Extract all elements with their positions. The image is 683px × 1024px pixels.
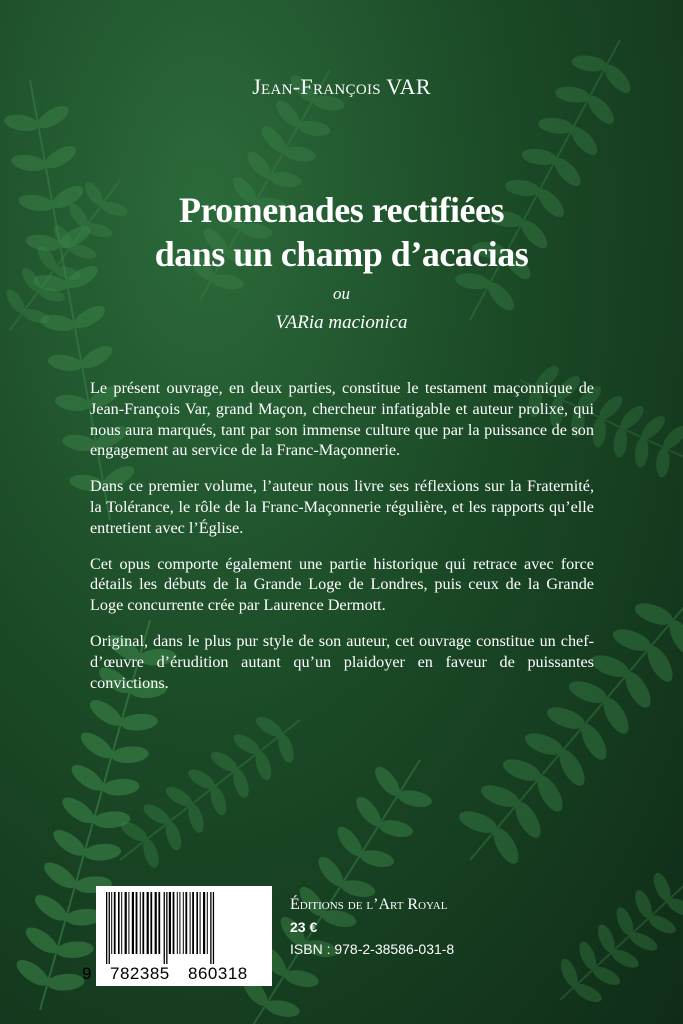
leaflet [612,427,628,458]
barcode-bar [136,892,138,954]
barcode-bar [190,892,191,954]
leaflet [54,392,91,413]
barcode-bar [128,892,129,954]
title-conjunction: ou [333,284,350,303]
barcode-bar [177,892,178,954]
leaflet [34,102,72,133]
leaflet [56,940,95,959]
barcode-bar [114,892,116,954]
author-name: Jean-François VAR [252,74,431,99]
publisher-name: Éditions de l’Art Royal [290,896,448,913]
blurb [90,378,594,708]
leaflet [521,147,558,167]
blurb-paragraph-2: Dans ce premier volume, l’auteur nous livre ses réflexions sur la Fraternité, la Tolérance, le rôle de la Franc-Maçonnerie régulière, et les rapports qu’elle entretient avec l’Église. [90,477,594,537]
barcode-bar [111,892,112,954]
barcode-bar [132,892,134,954]
barcode-bar [118,892,120,954]
blurb-paragraph-1: Le présent ouvrage, en deux parties, constitue le testament maçonnique de Jean-François Var, grand Maçon, chercheur infatigable et auteur prolixe, qui nous aura marqués, tant par son immense culture que par la puissance de son engagement au service de la Franc-Maçonnerie. [90,379,594,460]
leaflet [47,352,84,373]
barcode-bar [106,892,107,964]
isbn: ISBN : 978-2-38586-031-8 [290,941,455,957]
frond-stem [250,760,420,1024]
barcode-bar [207,892,208,954]
barcode-bar [179,892,180,954]
leaflet [537,116,574,136]
barcode-bar [169,892,171,954]
barcode-bar [210,892,211,964]
barcode-bar [183,892,184,954]
barcode-bar [173,892,175,954]
leaflet [268,170,302,189]
leaflet [10,152,47,173]
barcode-bar [125,892,127,954]
leaflet [78,342,116,373]
leaflet [83,843,122,862]
barcode-bar [185,892,187,954]
leaflet [3,112,40,133]
barcode-bar [142,892,144,954]
acacia-frond [557,871,683,1006]
blurb-paragraph-4: Original, dans le plus pur style de son auteur, cet ouvrage constitue un chef-d’œuvre d’érudition autant qu’un plaidoyer en faveur de puissantes convictions. [90,631,594,692]
barcode-bar [140,892,141,954]
barcode-bars [96,886,272,966]
title-line-1: Promenades rectifiées [178,190,505,230]
barcode-bar [150,892,152,954]
barcode-bar [213,892,214,964]
barcode-bar [147,892,149,954]
barcode-group-2: 860318 [188,964,248,983]
acacia-frond [118,713,300,870]
price: 23 € [290,919,318,935]
leaflet [634,437,650,468]
book-subtitle: VARia macionica [275,312,408,333]
barcode-group-1: 782385 [110,964,170,983]
leaflet [282,144,316,163]
leaflet [111,745,150,764]
leaflet [46,973,85,992]
leaflet [41,142,79,173]
barcode-bar [164,892,165,964]
barcode-first-digit: 9 [82,964,92,983]
leaflet [297,119,331,138]
barcode-bar [196,892,198,954]
book-title [0,188,683,276]
barcode-bar [200,892,201,954]
barcode-bar [158,892,160,954]
barcode-bar [166,892,167,964]
title-line-2: dans un champ d’acacias [154,234,529,274]
leaflet [101,778,140,797]
leaflet [120,713,159,732]
barcode-bar [203,892,205,954]
barcode-bar [121,892,122,954]
barcode-bar [155,892,157,954]
barcode-bar [109,892,110,964]
barcode-bar [192,892,194,954]
leaflet [655,447,671,478]
leaflet [571,53,608,73]
blurb-paragraph-3: Cet opus comporte également une partie historique qui retrace avec force détails les débuts de la Grande Loge de Londres, puis ceux de la Grande Loge concurrente crée par Laurence Dermott. [90,554,594,615]
